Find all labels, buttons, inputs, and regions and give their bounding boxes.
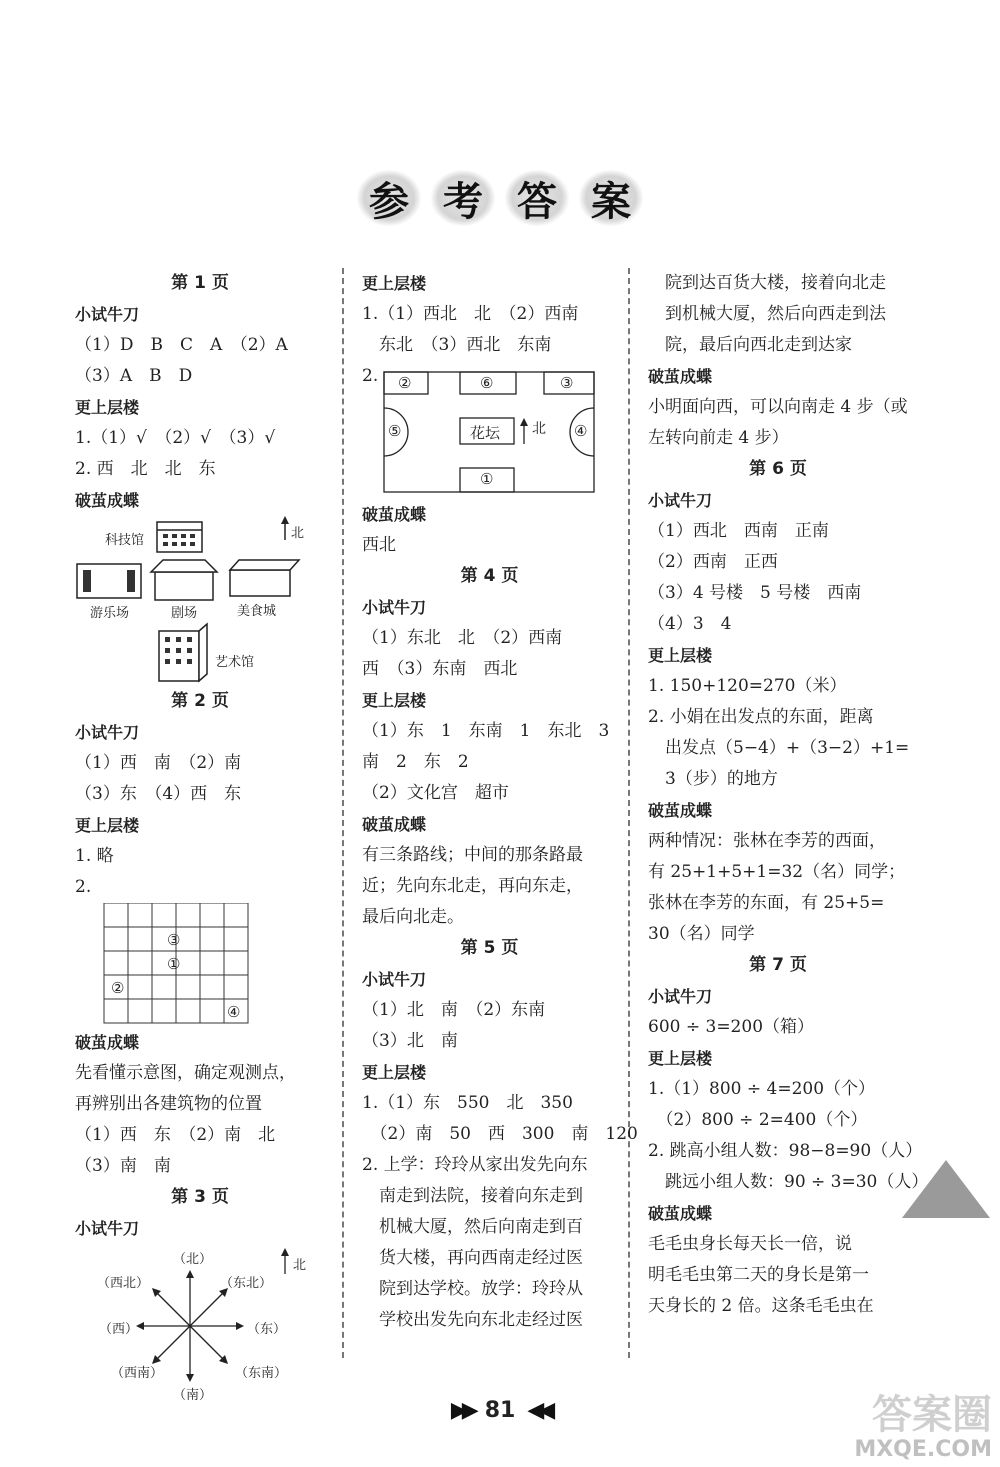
label-meishi: 美食城 [237, 604, 277, 619]
corner-triangle-icon [902, 1160, 990, 1218]
col2-section-b [362, 499, 638, 1336]
section-heading: 破茧成蝶 [362, 815, 427, 834]
watermark-url: MXQE.COM [854, 1437, 992, 1462]
page-heading: 第 6 页 [749, 459, 807, 479]
schoolyard-map [362, 368, 617, 499]
section-heading: 破茧成蝶 [75, 491, 140, 510]
title-char: 参 [357, 170, 421, 226]
answer-line: 货大楼，再向西南走经过医 [362, 1248, 583, 1268]
answer-line: 院到达学校。放学：玲玲从 [362, 1279, 583, 1299]
grid-drawing [75, 903, 325, 1027]
answer-line: （1）西 南 （2）南 [75, 753, 242, 773]
compass-figure [75, 1244, 325, 1404]
label-juchang: 剧场 [171, 606, 198, 621]
answer-line: 机械大厦，然后向南走到百 [362, 1217, 583, 1237]
map-5: ⑤ [388, 422, 402, 440]
section-heading: 小试牛刀 [648, 987, 713, 1006]
answer-line: 2. 上学：玲玲从家出发先向东 [362, 1155, 588, 1175]
answer-line: 1.（1）西北 北 （2）西南 [362, 304, 579, 324]
answer-line: 小明面向西，可以向南走 4 步（或 [648, 397, 908, 417]
answer-line: 1.（1）√ （2）√ （3）√ [75, 428, 276, 448]
page-heading: 第 3 页 [171, 1187, 229, 1207]
section-heading: 小试牛刀 [362, 970, 427, 989]
compass-se: （东南） [235, 1366, 288, 1381]
section-heading: 更上层楼 [75, 398, 140, 417]
map-2: ② [398, 374, 412, 392]
answer-line: （1）东 1 东南 1 东北 3 [362, 721, 610, 741]
section-heading: 小试牛刀 [75, 723, 140, 742]
answer-line: 2. [362, 366, 379, 386]
column-1 [75, 268, 325, 1404]
answer-line: （2）800 ÷ 2=400（个） [648, 1110, 868, 1130]
answer-line: （2）西南 正西 [648, 552, 778, 572]
answer-line: 2. 西 北 北 东 [75, 459, 216, 479]
answer-line: （3）东 （4）西 东 [75, 784, 242, 804]
answer-line: 西北 [362, 535, 396, 555]
answer-line: （1）西 东 （2）南 北 [75, 1125, 276, 1145]
watermark-logo: 答案圈 [872, 1392, 992, 1438]
section-heading: 小试牛刀 [75, 305, 140, 324]
column-3 [648, 268, 929, 1322]
answer-line: 先看懂示意图，确定观测点， [75, 1063, 296, 1083]
page-heading: 第 5 页 [460, 938, 519, 958]
page-heading: 第 7 页 [749, 955, 807, 975]
map-6: ⑥ [480, 374, 494, 392]
title-char: 答 [505, 170, 569, 226]
answer-line: （3）A B D [75, 366, 193, 386]
label-north: 北 [291, 526, 305, 541]
column-2 [362, 268, 638, 1336]
compass-ne: （东北） [220, 1276, 273, 1291]
grid-mark-2: ② [111, 979, 125, 997]
section-heading: 小试牛刀 [75, 1219, 140, 1238]
answer-line: 学校出发先向东北走经过医 [362, 1310, 583, 1330]
map-3: ③ [560, 374, 574, 392]
section-heading: 更上层楼 [362, 1063, 427, 1082]
compass-s: （南） [173, 1388, 213, 1403]
page-heading: 第 1 页 [171, 273, 229, 293]
answer-line: 1.（1）东 550 北 350 [362, 1093, 573, 1113]
answer-line: 天身长的 2 倍。这条毛毛虫在 [648, 1296, 874, 1316]
answer-line: 1. 略 [75, 846, 114, 866]
answer-line: 2. 小娟在出发点的东面，距离 [648, 707, 874, 727]
label-youle: 游乐场 [90, 606, 130, 621]
compass-north: 北 [293, 1258, 307, 1273]
column-divider [342, 268, 344, 1358]
section-heading: 更上层楼 [75, 816, 140, 835]
section-heading: 更上层楼 [648, 646, 713, 665]
section-heading: 更上层楼 [648, 1049, 713, 1068]
col1-section-a [75, 268, 325, 516]
answer-line: 2. 跳高小组人数：98−8=90（人） [648, 1141, 923, 1161]
compass-n: （北） [173, 1252, 213, 1267]
answer-line: （1）北 南 （2）东南 [362, 1000, 546, 1020]
answer-line: 明毛毛虫第二天的身长是第一 [648, 1265, 869, 1285]
answer-line: 1.（1）800 ÷ 4=200（个） [648, 1079, 876, 1099]
col3-section [648, 268, 929, 1322]
label-yishu: 艺术馆 [215, 655, 255, 670]
page-footer [420, 1390, 580, 1430]
section-heading: 破茧成蝶 [75, 1033, 140, 1052]
compass-e: （东） [247, 1322, 287, 1337]
left-arrows-icon: ▶▶ [450, 1397, 473, 1423]
compass-nw: （西北） [97, 1276, 150, 1291]
page-title [350, 170, 650, 230]
answer-line: 1. 150+120=270（米） [648, 676, 847, 696]
page-heading: 第 4 页 [460, 566, 519, 586]
grid-mark-1: ① [167, 955, 181, 973]
compass-w: （西） [99, 1322, 139, 1337]
section-heading: 破茧成蝶 [648, 367, 713, 386]
answer-line: （4）3 4 [648, 614, 732, 634]
answer-line: （3）4 号楼 5 号楼 西南 [648, 583, 862, 603]
answer-line: （3）北 南 [362, 1031, 458, 1051]
answer-line: 院，最后向西北走到达家 [648, 335, 852, 355]
answer-line: 到机械大厦，然后向西走到法 [648, 304, 886, 324]
section-heading: 破茧成蝶 [648, 801, 713, 820]
answer-line: （1）D B C A （2）A [75, 335, 288, 355]
section-heading: 更上层楼 [362, 274, 427, 293]
answer-line: 出发点（5−4）+（3−2）+1= [648, 738, 910, 758]
answer-line: 有 25+1+5+1=32（名）同学； [648, 862, 906, 882]
answer-line: 3（步）的地方 [648, 769, 778, 789]
section-heading: 小试牛刀 [648, 491, 713, 510]
grid-mark-3: ③ [167, 931, 181, 949]
answer-line: 左转向前走 4 步） [648, 428, 789, 448]
answer-line: （1）东北 北 （2）西南 [362, 628, 563, 648]
answer-line: 再辨别出各建筑物的位置 [75, 1094, 262, 1114]
col1-section-c [75, 1027, 325, 1244]
answer-line: 跳远小组人数：90 ÷ 3=30（人） [648, 1172, 929, 1192]
answer-line: （2）南 50 西 300 南 120 [362, 1124, 638, 1144]
page-heading: 第 2 页 [171, 691, 229, 711]
answer-line: （2）文化宫 超市 [362, 783, 509, 803]
page-number: 81 [484, 1397, 516, 1423]
right-arrows-icon: ◀◀ [527, 1397, 550, 1423]
answer-line: 最后向北走。 [362, 907, 464, 927]
title-char: 考 [431, 170, 495, 226]
label-keji: 科技馆 [105, 533, 145, 548]
answer-line: 南走到法院，接着向东走到 [362, 1186, 583, 1206]
answer-line: 两种情况：张林在李芳的西面， [648, 831, 886, 851]
section-heading: 更上层楼 [362, 691, 427, 710]
answer-line: 张林在李芳的东面，有 25+5= [648, 893, 885, 913]
answer-line: 600 ÷ 3=200（箱） [648, 1017, 815, 1037]
answer-line: 有三条路线；中间的那条路最 [362, 845, 583, 865]
buildings-figure [75, 516, 325, 686]
column-divider [628, 268, 630, 1358]
answer-line: 院到达百货大楼，接着向北走 [648, 273, 886, 293]
grid-figure [75, 903, 325, 1027]
answer-line: 30（名）同学 [648, 924, 755, 944]
answer-line: （3）南 南 [75, 1156, 171, 1176]
answer-line: 南 2 东 2 [362, 752, 469, 772]
grid-mark-4: ④ [227, 1003, 241, 1021]
answer-line: 毛毛虫身长每天长一倍，说 [648, 1234, 852, 1254]
section-heading: 小试牛刀 [362, 598, 427, 617]
map-1: ① [480, 470, 494, 488]
compass-sw: （西南） [111, 1366, 164, 1381]
answer-line: 西 （3）东南 西北 [362, 659, 518, 679]
answer-line: 2. [75, 877, 92, 897]
map-4: ④ [574, 422, 588, 440]
title-char: 案 [579, 170, 643, 226]
col1-section-b [75, 686, 325, 903]
section-heading: 破茧成蝶 [362, 505, 427, 524]
map-north: 北 [532, 421, 546, 437]
answer-line: 近；先向东北走，再向东走， [362, 876, 583, 896]
section-heading: 破茧成蝶 [648, 1204, 713, 1223]
answer-line: 东北 （3）西北 东南 [362, 335, 552, 355]
map-flowerbed: 花坛 [470, 424, 501, 442]
answer-line: （1）西北 西南 正南 [648, 521, 829, 541]
